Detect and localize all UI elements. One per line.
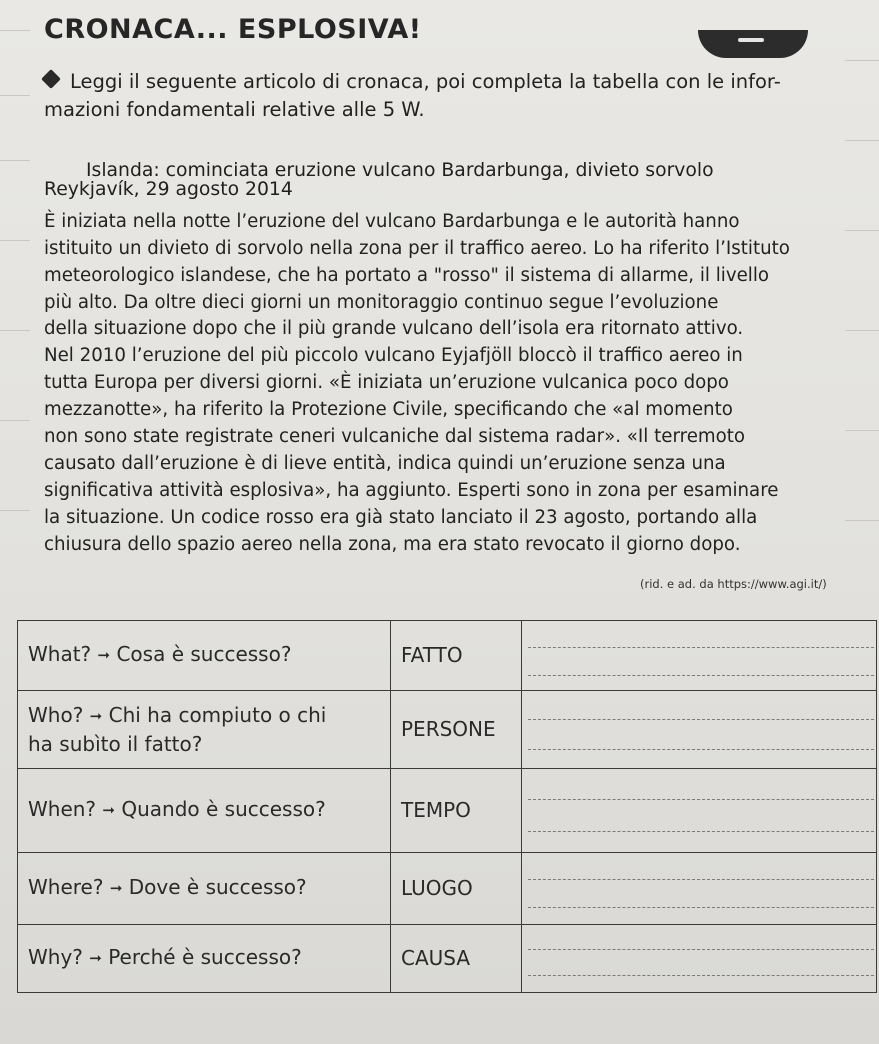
question-line-1 bbox=[28, 702, 380, 731]
article-line: della situazione dopo che il più grande vulcano dell’isola era ritornato attivo. bbox=[44, 318, 744, 339]
answer-line bbox=[528, 975, 874, 976]
answer-line bbox=[528, 831, 874, 832]
w-word: Why? bbox=[28, 945, 83, 969]
article-line: mezzanotte», ha riferito la Protezione Civile, specificando che «al momento bbox=[44, 399, 733, 420]
answer-line bbox=[528, 719, 874, 720]
key-cell: FATTO bbox=[391, 621, 522, 691]
article-source: (rid. e ad. da https://www.agi.it/) bbox=[640, 577, 827, 591]
margin-rule bbox=[0, 330, 30, 331]
table-row bbox=[18, 691, 877, 769]
margin-rule bbox=[0, 240, 30, 241]
article-line: significativa attività esplosiva», ha aggiunto. Esperti sono in zona per esaminare bbox=[44, 480, 779, 501]
table-row bbox=[18, 925, 877, 993]
title-tab-decoration bbox=[698, 30, 808, 58]
answer-cell[interactable] bbox=[522, 769, 877, 853]
question-cell bbox=[18, 621, 391, 691]
question-cell bbox=[18, 691, 391, 769]
key-cell: CAUSA bbox=[391, 925, 522, 993]
answer-line bbox=[528, 675, 874, 676]
table-row bbox=[18, 769, 877, 853]
article-line: non sono state registrate ceneri vulcaniche dal sistema radar». «Il terremoto bbox=[44, 426, 745, 447]
w-word: What? bbox=[28, 642, 92, 666]
margin-rule bbox=[845, 140, 879, 141]
margin-rule bbox=[0, 95, 30, 96]
key-cell: TEMPO bbox=[391, 769, 522, 853]
question-text: Chi ha compiuto o chi bbox=[108, 702, 327, 727]
w-word: Where? bbox=[28, 875, 104, 899]
table-row bbox=[18, 621, 877, 691]
answer-cell[interactable] bbox=[522, 691, 877, 769]
margin-rule bbox=[845, 430, 879, 431]
article-dateline: Reykjavík, 29 agosto 2014 bbox=[44, 179, 293, 200]
article-line: meteorologico islandese, che ha portato a "rosso" il sistema di allarme, il livello bbox=[44, 265, 770, 286]
article-line: tutta Europa per diversi giorni. «È iniziata un’eruzione vulcanica poco dopo bbox=[44, 372, 729, 393]
answer-cell[interactable] bbox=[522, 853, 877, 925]
article-line: È iniziata nella notte l’eruzione del vulcano Bardarbunga e le autorità hanno bbox=[44, 211, 740, 232]
key-cell: LUOGO bbox=[391, 853, 522, 925]
w-word: When? bbox=[28, 797, 97, 821]
question-text: Cosa è successo? bbox=[116, 642, 292, 666]
margin-rule bbox=[0, 30, 30, 31]
answer-line bbox=[528, 879, 874, 880]
margin-rule bbox=[0, 160, 30, 161]
article-line: causato dall’eruzione è di lieve entità, indica quindi un’eruzione senza una bbox=[44, 453, 726, 474]
margin-rule bbox=[845, 60, 879, 61]
key-cell: PERSONE bbox=[391, 691, 522, 769]
table-row bbox=[18, 853, 877, 925]
instructions-line-2: mazioni fondamentali relative alle 5 W. bbox=[44, 98, 425, 121]
exercise-icon bbox=[41, 69, 61, 89]
margin-rule bbox=[845, 330, 879, 331]
question-cell bbox=[18, 925, 391, 993]
answer-line bbox=[528, 907, 874, 908]
margin-rule bbox=[845, 230, 879, 231]
margin-rule bbox=[0, 420, 30, 421]
five-w-table bbox=[17, 620, 877, 993]
article-line: la situazione. Un codice rosso era già stato lanciato il 23 agosto, portando alla bbox=[44, 507, 758, 528]
answer-line bbox=[528, 799, 874, 800]
answer-cell[interactable] bbox=[522, 925, 877, 993]
arrow-icon: ➞ bbox=[102, 801, 115, 819]
answer-line bbox=[528, 647, 874, 648]
arrow-icon: ➞ bbox=[89, 949, 102, 967]
arrow-icon: ➞ bbox=[89, 706, 103, 725]
answer-cell[interactable] bbox=[522, 621, 877, 691]
arrow-icon: ➞ bbox=[97, 646, 111, 664]
question-cell bbox=[18, 853, 391, 925]
answer-line bbox=[528, 949, 874, 950]
article-headline: Islanda: cominciata eruzione vulcano Bardarbunga, divieto sorvolo bbox=[86, 160, 714, 181]
arrow-icon: ➞ bbox=[109, 879, 123, 897]
margin-rule bbox=[845, 520, 879, 521]
question-text: Perché è successo? bbox=[108, 945, 302, 969]
article-line: istituito un divieto di sorvolo nella zona per il traffico aereo. Lo ha riferito l’Istituto bbox=[44, 238, 790, 259]
question-cell bbox=[18, 769, 391, 853]
question-text: Quando è successo? bbox=[121, 797, 326, 821]
article-line: più alto. Da oltre dieci giorni un monitoraggio continuo segue l’evoluzione bbox=[44, 292, 719, 313]
article-line: Nel 2010 l’eruzione del più piccolo vulcano Eyjafjöll bloccò il traffico aereo in bbox=[44, 345, 743, 366]
margin-rule bbox=[0, 510, 30, 511]
article-line: chiusura dello spazio aereo nella zona, ma era stato revocato il giorno dopo. bbox=[44, 534, 741, 555]
question-line-2: ha subìto il fatto? bbox=[28, 731, 203, 756]
question-text: Dove è successo? bbox=[128, 875, 307, 899]
w-word: Who? bbox=[28, 702, 84, 727]
answer-line bbox=[528, 749, 874, 750]
instructions-line-1: Leggi il seguente articolo di cronaca, poi completa la tabella con le infor- bbox=[70, 70, 781, 93]
page-title: CRONACA... ESPLOSIVA! bbox=[44, 14, 422, 45]
